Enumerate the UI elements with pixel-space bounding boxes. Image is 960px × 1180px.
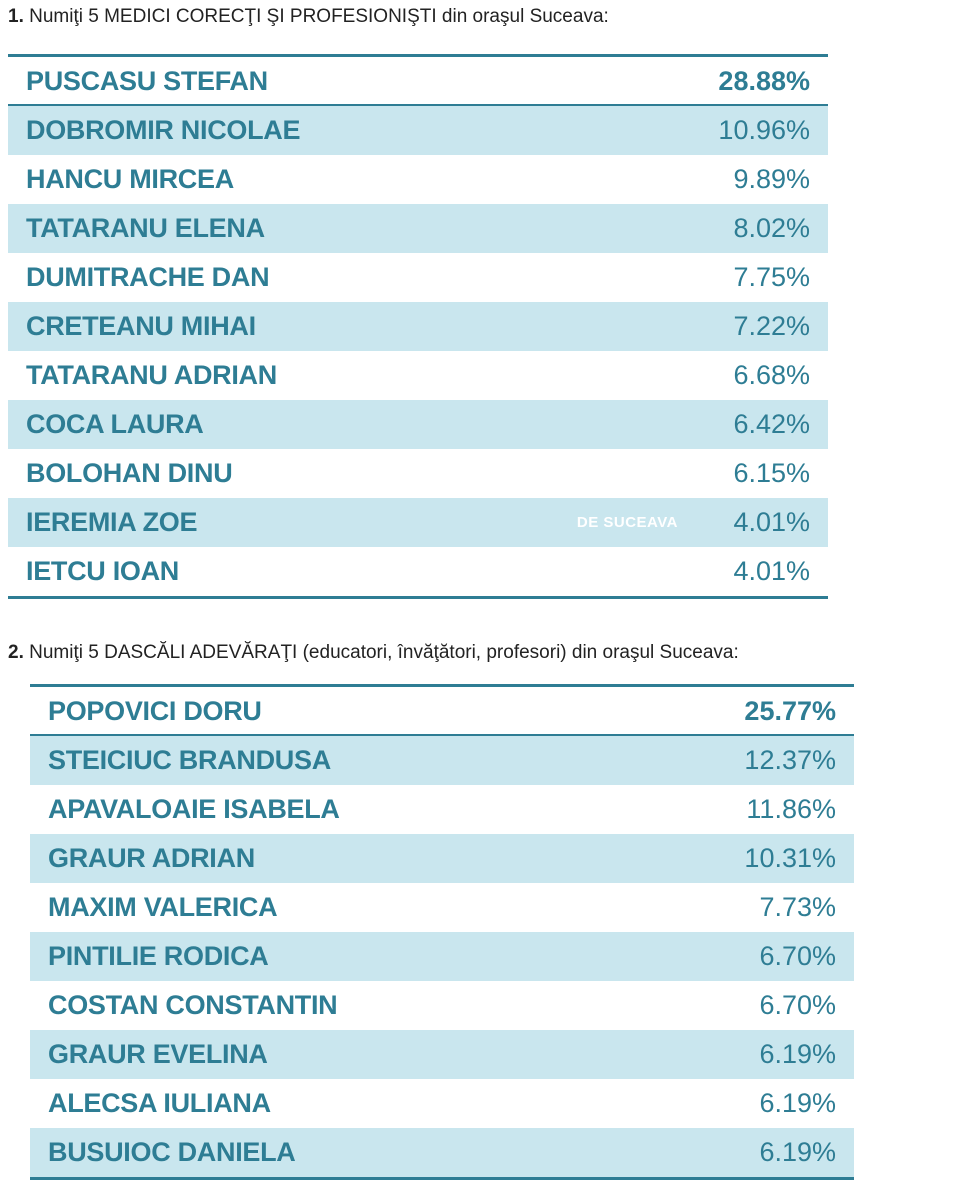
row-name: GRAUR ADRIAN bbox=[48, 843, 255, 873]
row-percentage: 10.31% bbox=[744, 843, 836, 873]
row-name: TATARANU ELENA bbox=[26, 213, 265, 243]
table-row bbox=[8, 155, 828, 204]
table-row bbox=[8, 106, 828, 155]
table-row bbox=[30, 1030, 854, 1079]
table-row bbox=[8, 498, 828, 547]
row-percentage: 8.02% bbox=[733, 213, 810, 243]
row-percentage: 4.01% bbox=[733, 507, 810, 537]
row-name: COSTAN CONSTANTIN bbox=[48, 990, 338, 1020]
table-row bbox=[30, 932, 854, 981]
row-name: POPOVICI DORU bbox=[48, 696, 262, 726]
table-row bbox=[30, 736, 854, 785]
table-row bbox=[8, 302, 828, 351]
row-name: IETCU IOAN bbox=[26, 556, 180, 586]
row-name: ALECSA IULIANA bbox=[48, 1088, 271, 1118]
question-1-number: 1. bbox=[8, 6, 24, 27]
table-row bbox=[8, 57, 828, 106]
row-name: HANCU MIRCEA bbox=[26, 164, 234, 194]
watermark: DE SUCEAVA bbox=[576, 514, 678, 531]
row-percentage: 9.89% bbox=[733, 164, 810, 194]
row-name: COCA LAURA bbox=[26, 409, 204, 439]
question-1 bbox=[8, 6, 609, 28]
table-row bbox=[8, 547, 828, 596]
table-row bbox=[30, 883, 854, 932]
results-table-doctors bbox=[8, 54, 828, 599]
row-name: DUMITRACHE DAN bbox=[26, 262, 270, 292]
row-name: PINTILIE RODICA bbox=[48, 941, 269, 971]
question-2-text: Numiţi 5 DASCĂLI ADEVĂRAŢI (educatori, învăţători, profesori) din oraşul Suceava: bbox=[29, 642, 739, 663]
row-name: BOLOHAN DINU bbox=[26, 458, 233, 488]
row-percentage: 11.86% bbox=[746, 794, 836, 824]
row-name: BUSUIOC DANIELA bbox=[48, 1137, 296, 1167]
row-name: TATARANU ADRIAN bbox=[26, 360, 277, 390]
row-percentage: 7.73% bbox=[759, 892, 836, 922]
table-row bbox=[8, 449, 828, 498]
table-row bbox=[8, 400, 828, 449]
table-row bbox=[8, 351, 828, 400]
row-name: CRETEANU MIHAI bbox=[26, 311, 256, 341]
results-table-teachers bbox=[30, 684, 854, 1180]
table-row bbox=[8, 204, 828, 253]
row-percentage: 4.01% bbox=[733, 556, 810, 586]
question-2-number: 2. bbox=[8, 642, 24, 663]
row-percentage: 6.70% bbox=[759, 990, 836, 1020]
row-percentage: 12.37% bbox=[744, 745, 836, 775]
row-percentage: 6.68% bbox=[733, 360, 810, 390]
row-percentage: 6.15% bbox=[733, 458, 810, 488]
table-row bbox=[30, 785, 854, 834]
row-name: PUSCASU STEFAN bbox=[26, 66, 268, 96]
row-percentage: 25.77% bbox=[744, 696, 836, 726]
question-2 bbox=[8, 642, 739, 664]
table-row bbox=[30, 687, 854, 736]
row-name: GRAUR EVELINA bbox=[48, 1039, 268, 1069]
row-name: DOBROMIR NICOLAE bbox=[26, 115, 301, 145]
question-1-text: Numiţi 5 MEDICI CORECŢI ŞI PROFESIONIŞTI din oraşul Suceava: bbox=[29, 6, 609, 27]
row-percentage: 6.19% bbox=[759, 1039, 836, 1069]
row-percentage: 6.70% bbox=[759, 941, 836, 971]
table-row bbox=[30, 1079, 854, 1128]
table-row bbox=[8, 253, 828, 302]
row-name: IEREMIA ZOE bbox=[26, 507, 198, 537]
row-percentage: 28.88% bbox=[718, 66, 810, 96]
row-percentage: 6.42% bbox=[733, 409, 810, 439]
row-name: MAXIM VALERICA bbox=[48, 892, 278, 922]
row-percentage: 6.19% bbox=[759, 1137, 836, 1167]
row-name: APAVALOAIE ISABELA bbox=[48, 794, 340, 824]
table-row bbox=[30, 1128, 854, 1177]
row-percentage: 7.22% bbox=[733, 311, 810, 341]
row-percentage: 10.96% bbox=[718, 115, 810, 145]
row-percentage: 7.75% bbox=[733, 262, 810, 292]
row-name: STEICIUC BRANDUSA bbox=[48, 745, 331, 775]
table-row bbox=[30, 981, 854, 1030]
row-percentage: 6.19% bbox=[759, 1088, 836, 1118]
table-row bbox=[30, 834, 854, 883]
